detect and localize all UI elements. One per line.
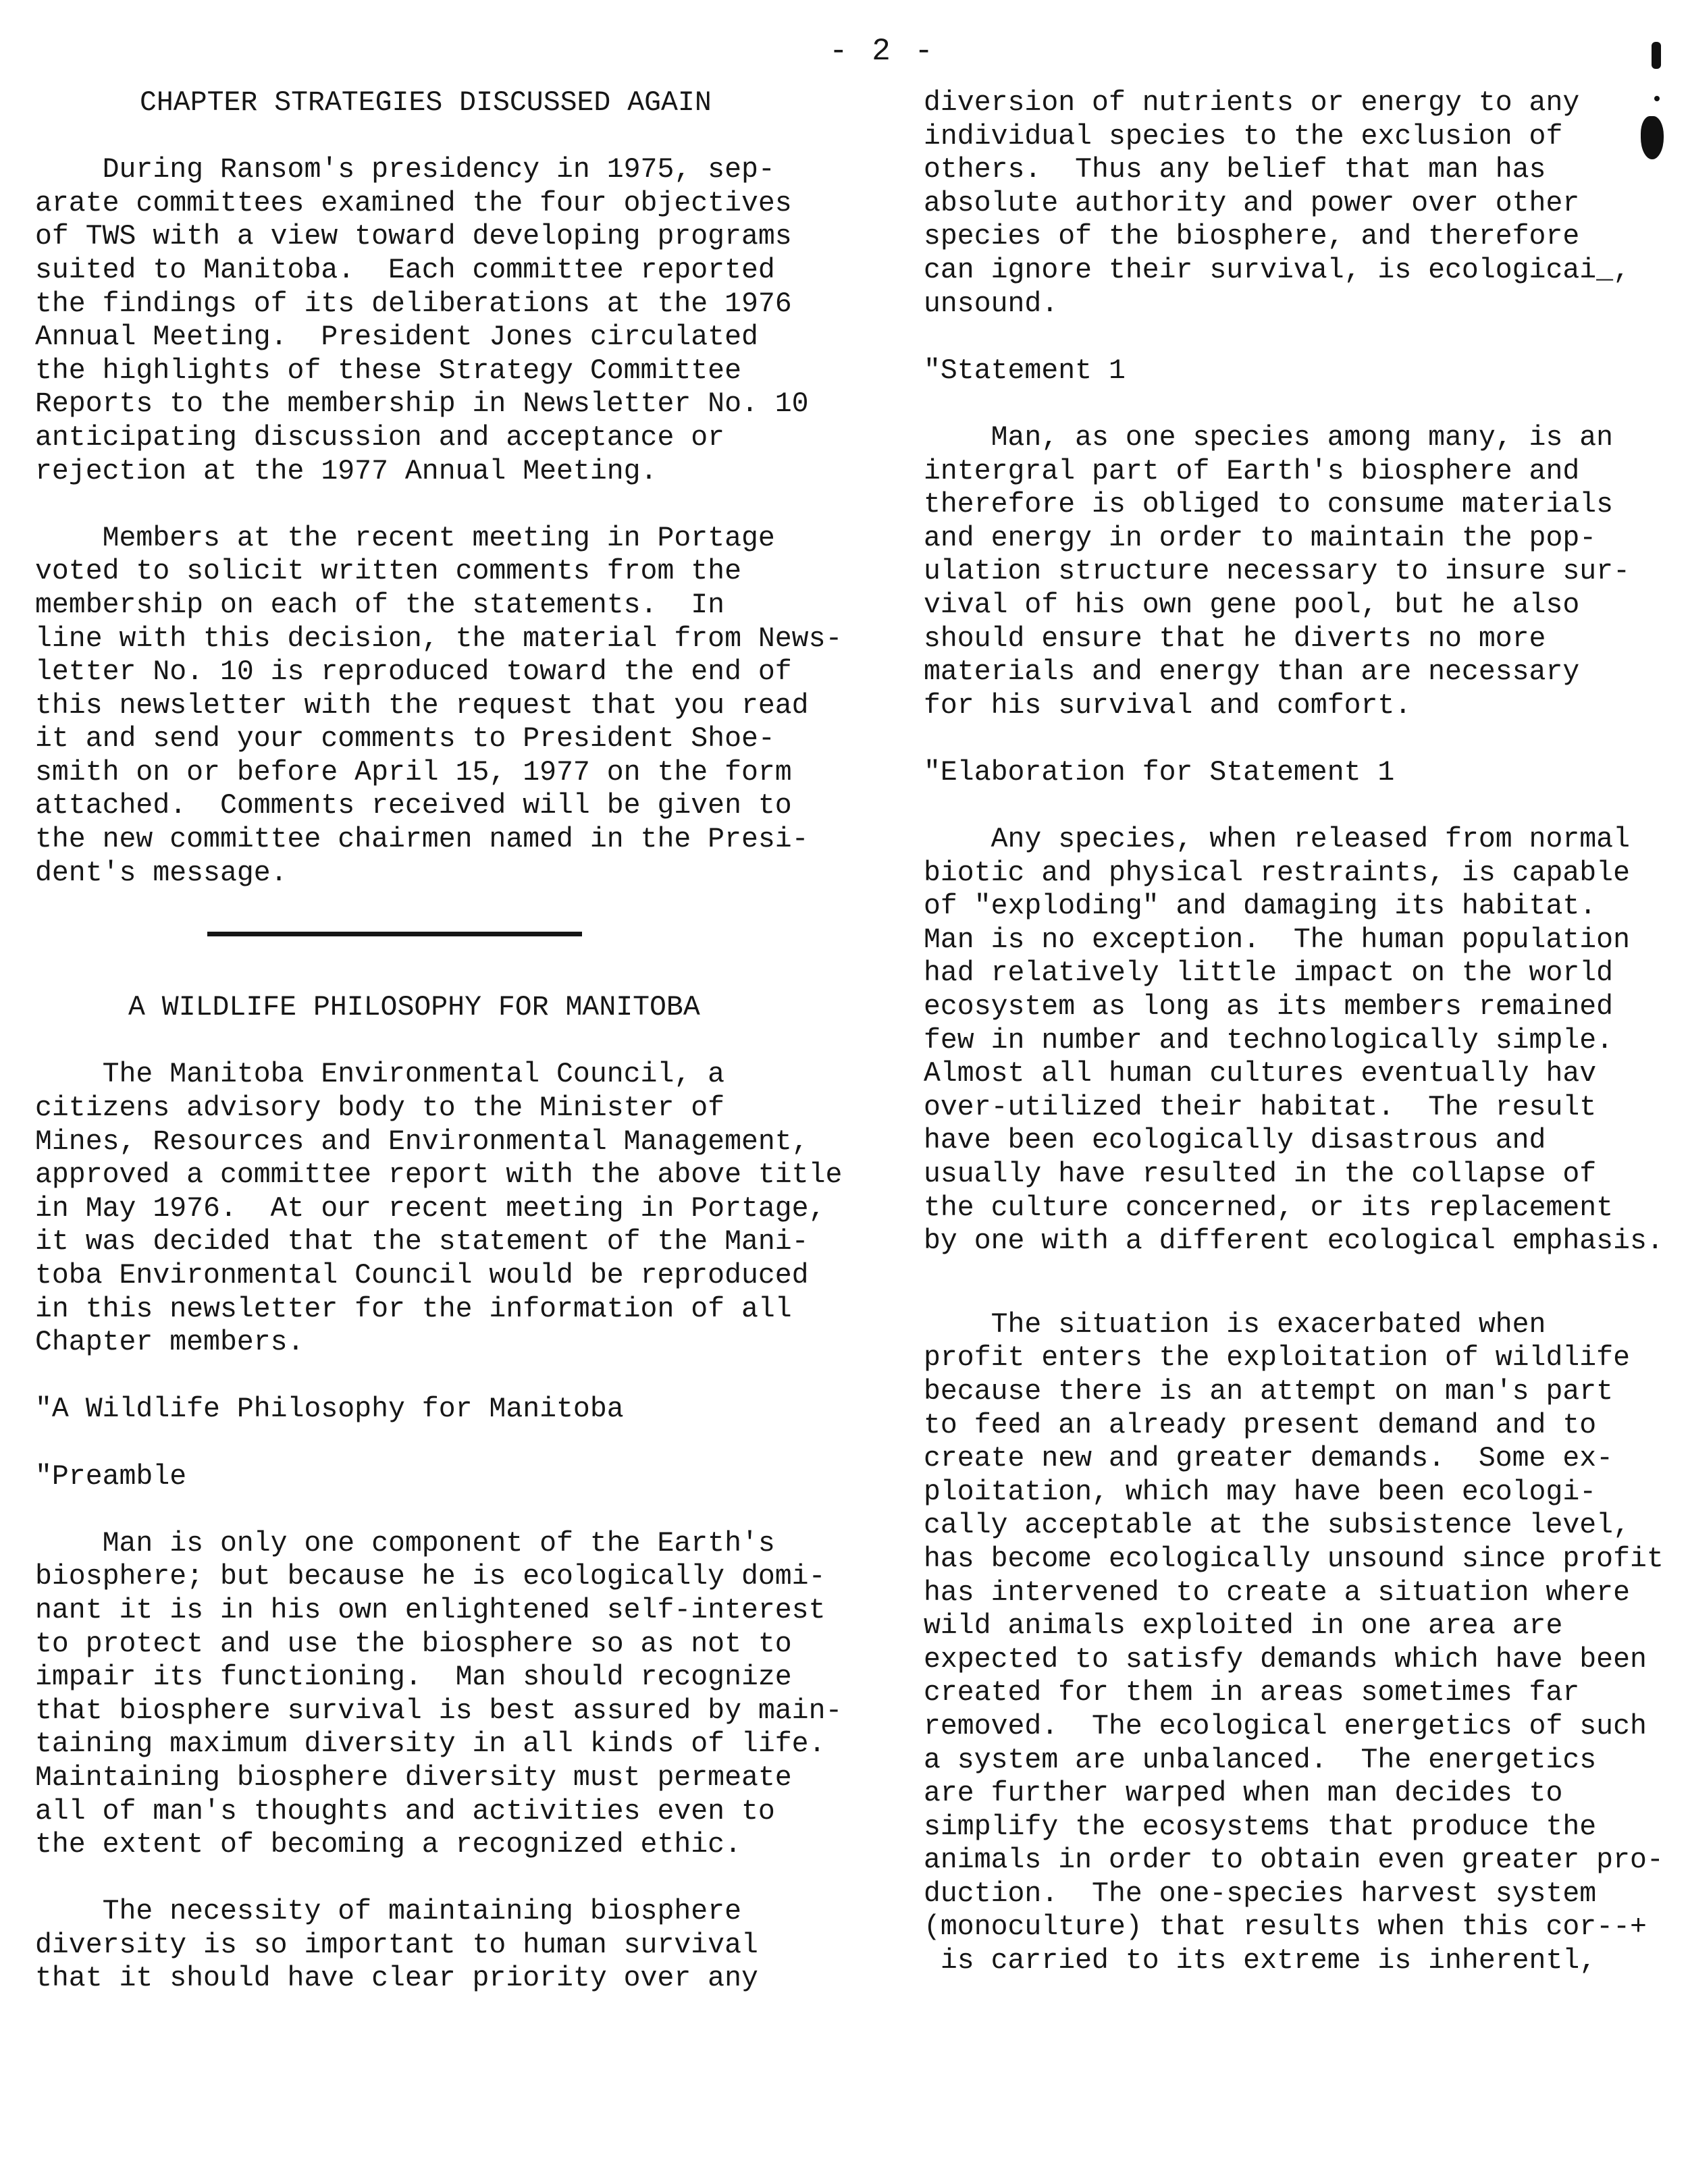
- paragraph-diversion-continued: diversion of nutrients or energy to any individual species to the exclusion of others. Thus any belief that man has absolute authority and power over other species of the biosphere, and therefore can ignore their survival, is ecologicai_, unsound.: [924, 87, 1630, 320]
- paragraph-environmental-council: The Manitoba Environmental Council, a citizens advisory body to the Minister of Mines, Resources and Environmental Management, approved a committee report with the above title in May 1976. At our recent meeting in Portage, it was decided that the statement of the Mani- toba Environmental Council would be reproduced in this newsletter for the information of all Chapter members.: [35, 1059, 843, 1359]
- section-heading-wildlife-philosophy: A WILDLIFE PHILOSOPHY FOR MANITOBA: [128, 992, 700, 1024]
- section-heading-chapter-strategies: CHAPTER STRATEGIES DISCUSSED AGAIN: [140, 87, 712, 119]
- left-column: [35, 86, 855, 1996]
- subheading-elaboration-statement-1: "Elaboration for Statement 1: [924, 756, 1395, 789]
- paragraph-statement-1: Man, as one species among many, is an intergral part of Earth's biosphere and therefore is obliged to consume materials and energy in order to maintain the pop- ulation structure necessary to insure sur- vival of his own gene pool, but he also should ensure that he diverts no more materials and energy than are necessary for his survival and comfort.: [924, 421, 1630, 722]
- paragraph-members-portage: Members at the recent meeting in Portage voted to solicit written comments from the membership on each of the statements. In line with this decision, the material from News- letter No. 10 is reproduced toward the end of this newsletter with the request that you read it and send your comments to President Shoe- smith on or before April 15, 1977 on the form attached. Comments received will be given to the new committee chairmen named in the Presi- dent's message.: [35, 522, 843, 889]
- scan-mark-blot: [1641, 116, 1664, 159]
- subheading-statement-1: "Statement 1: [924, 354, 1126, 387]
- section-divider: [207, 932, 582, 936]
- paragraph-species-exploding: Any species, when released from normal biotic and physical restraints, is capable of "exploding" and damaging its habitat. Man is no exception. The human population had relatively little impact on the world ecosystem as long as its members remained few in number and technologically simple. Almost all human cultures eventually hav over-utilized their habitat. The result have been ecologically disastrous and usually have resulted in the collapse of the culture concerned, or its replacement by one with a different ecological emphasis.: [924, 824, 1664, 1258]
- right-column: [924, 86, 1673, 1978]
- paragraph-man-component: Man is only one component of the Earth's biosphere; but because he is ecologically domi- nant it is in his own enlightened self-interest to protect and use the biosphere so as not to impair its functioning. Man should recognize that biosphere survival is best assured by main- taining maximum diversity in all kinds of life. Maintaining biosphere diversity must permeate all of man's thoughts and activities even to the extent of becoming a recognized ethic.: [35, 1527, 843, 1861]
- paragraph-ransom-presidency: During Ransom's presidency in 1975, sep- arate committees examined the four objectives of TWS with a view toward developing programs suited to Manitoba. Each committee reported the findings of its deliberations at the 1976 Annual Meeting. President Jones circulated the highlights of these Strategy Committee Reports to the membership in Newsletter No. 10 anticipating discussion and acceptance or rejection at the 1977 Annual Meeting.: [35, 154, 809, 487]
- scan-mark-top: [1652, 42, 1661, 69]
- paragraph-biosphere-necessity: The necessity of maintaining biosphere diversity is so important to human survival that it should have clear priority over any: [35, 1896, 758, 1995]
- subheading-preamble: "Preamble: [35, 1460, 187, 1493]
- paragraph-situation-exacerbated: The situation is exacerbated when profit enters the exploitation of wildlife because there is an attempt on man's part to feed an already present demand and to create new and greater demands. Some ex- ploitation, which may have been ecologi- cally acceptable at the subsistence level, has become ecologically unsound since profit has intervened to create a situation where wild animals exploited in one area are expected to satisfy demands which have been created for them in areas sometimes far removed. The ecological energetics of such a system are unbalanced. The energetics are further warped when man decides to simplify the ecosystems that produce the animals in order to obtain even greater pro- duction. The one-species harvest system (monoculture) that results when this cor--+ is carried to its extreme is inherentl,: [924, 1308, 1664, 1977]
- page-number: - 2 -: [829, 34, 937, 69]
- subheading-wildlife-philosophy-quote: "A Wildlife Philosophy for Manitoba: [35, 1393, 624, 1426]
- scan-mark-dot: [1654, 96, 1660, 101]
